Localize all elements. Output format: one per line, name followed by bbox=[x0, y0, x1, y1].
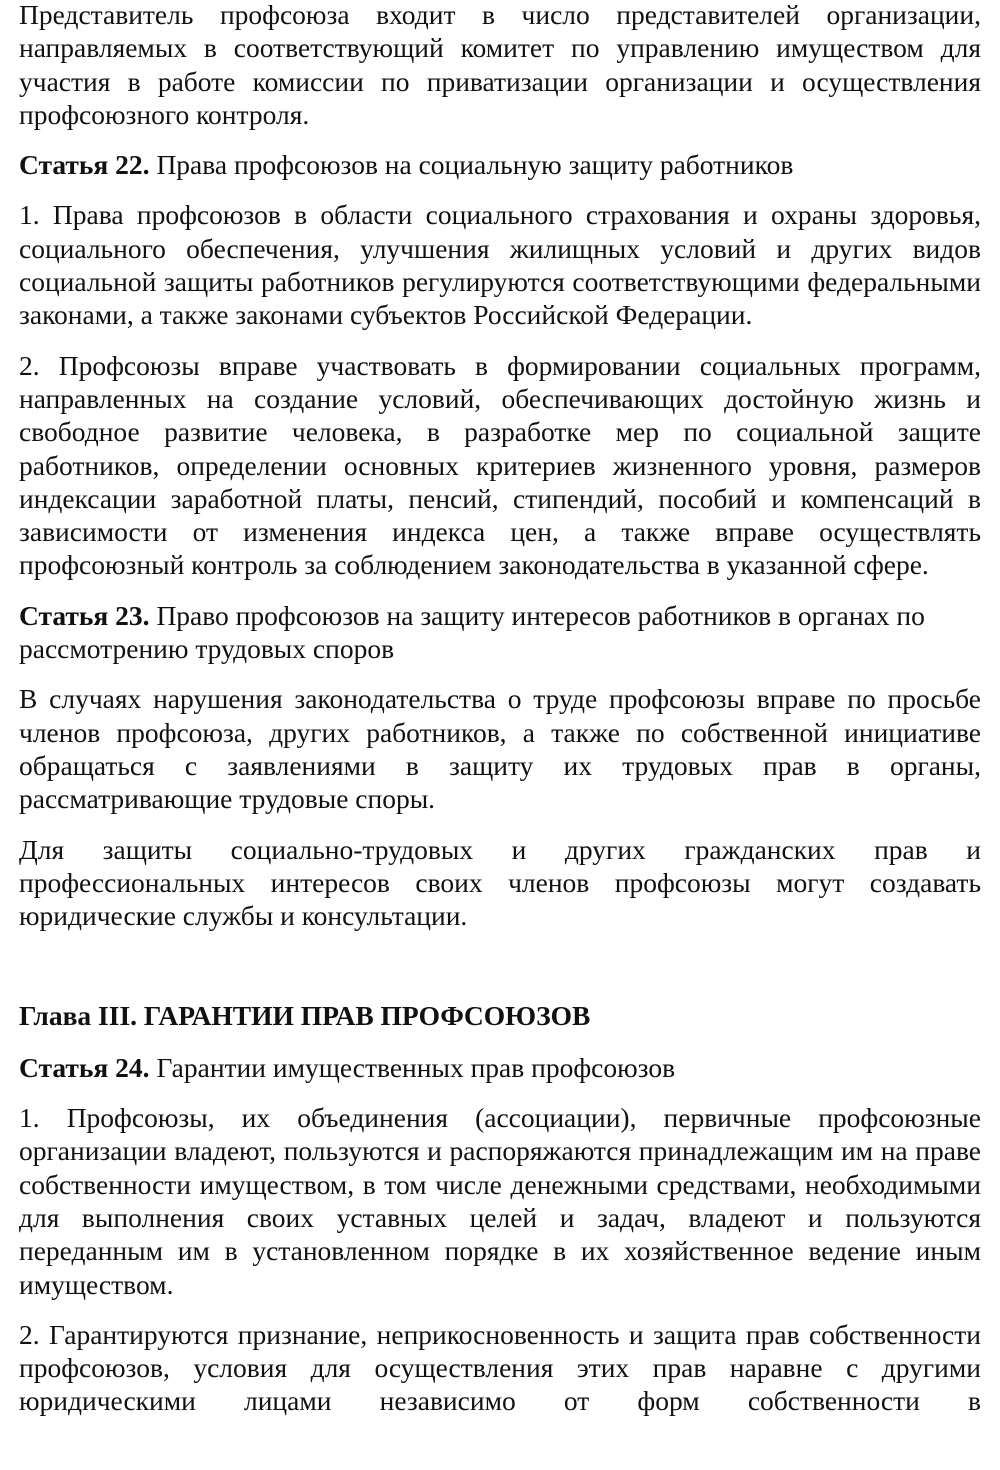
article-24-label: Статья 24. bbox=[19, 1051, 150, 1083]
article-23-title: Право профсоюзов на защиту интересов работников в органах по рассмотрению трудовых споров bbox=[19, 599, 925, 665]
article-24-title: Гарантии имущественных прав профсоюзов bbox=[149, 1051, 676, 1083]
article-23-label: Статья 23. bbox=[19, 599, 150, 631]
article-23-paragraph-2: Для защиты социально-трудовых и других гражданских прав и профессиональных интересов своих членов профсоюзы могут создавать юридические службы и консультации. bbox=[19, 833, 981, 932]
article-22-label: Статья 22. bbox=[19, 149, 150, 181]
article-23-paragraph-1: В случаях нарушения законодательства о труде профсоюзы вправе по просьбе членов профсоюза, других работников, а также по собственной инициативе обращаться с заявлениями в защиту их трудовых прав в органы, рассматривающие трудовые споры. bbox=[19, 683, 981, 815]
chapter-3-heading: Глава III. ГАРАНТИИ ПРАВ ПРОФСОЮЗОВ bbox=[19, 1000, 591, 1032]
article-24-paragraph-1: 1. Профсоюзы, их объединения (ассоциации), первичные профсоюзные организации владеют, пользуются и распоряжаются принадлежащим им на праве собственности имуществом, в том числе денежными средствами, необходимыми для выполнения своих уставных целей и задач, владеют и пользуются переданным им в установленном порядке в их хозяйственное ведение иным имуществом. bbox=[19, 1102, 981, 1300]
article-24-heading bbox=[19, 1051, 981, 1084]
article-22-paragraph-1: 1. Права профсоюзов в области социального страхования и охраны здоровья, социального обеспечения, улучшения жилищных условий и других видов социальной защиты работников регулируются соответствующими федеральными законами, а также законами субъектов Российской Федерации. bbox=[19, 199, 981, 331]
article-24-paragraph-2: 2. Гарантируются признание, неприкосновенность и защита прав собственности профсоюзов, условия для осуществления этих прав наравне с другими юридическими лицами независимо от форм собственности в bbox=[19, 1318, 981, 1417]
article-23-heading bbox=[19, 599, 981, 666]
article-22-title: Права профсоюзов на социальную защиту работников bbox=[149, 149, 794, 181]
document-page bbox=[19, 0, 981, 1470]
article-22-heading bbox=[19, 148, 981, 181]
paragraph-intro: Представитель профсоюза входит в число представителей организации, направляемых в соответствующий комитет по управлению имуществом для участия в работе комиссии по приватизации организации и осуществления профсоюзного контроля. bbox=[19, 0, 981, 130]
article-22-paragraph-2: 2. Профсоюзы вправе участвовать в формировании социальных программ, направленных на создание условий, обеспечивающих достойную жизнь и свободное развитие человека, в разработке мер по социальной защите работников, определении основных критериев жизненного уровня, размеров индексации заработной платы, пенсий, стипендий, пособий и компенсаций в зависимости от изменения индекса цен, а также вправе осуществлять профсоюзный контроль за соблюдением законодательства в указанной сфере. bbox=[19, 349, 981, 581]
